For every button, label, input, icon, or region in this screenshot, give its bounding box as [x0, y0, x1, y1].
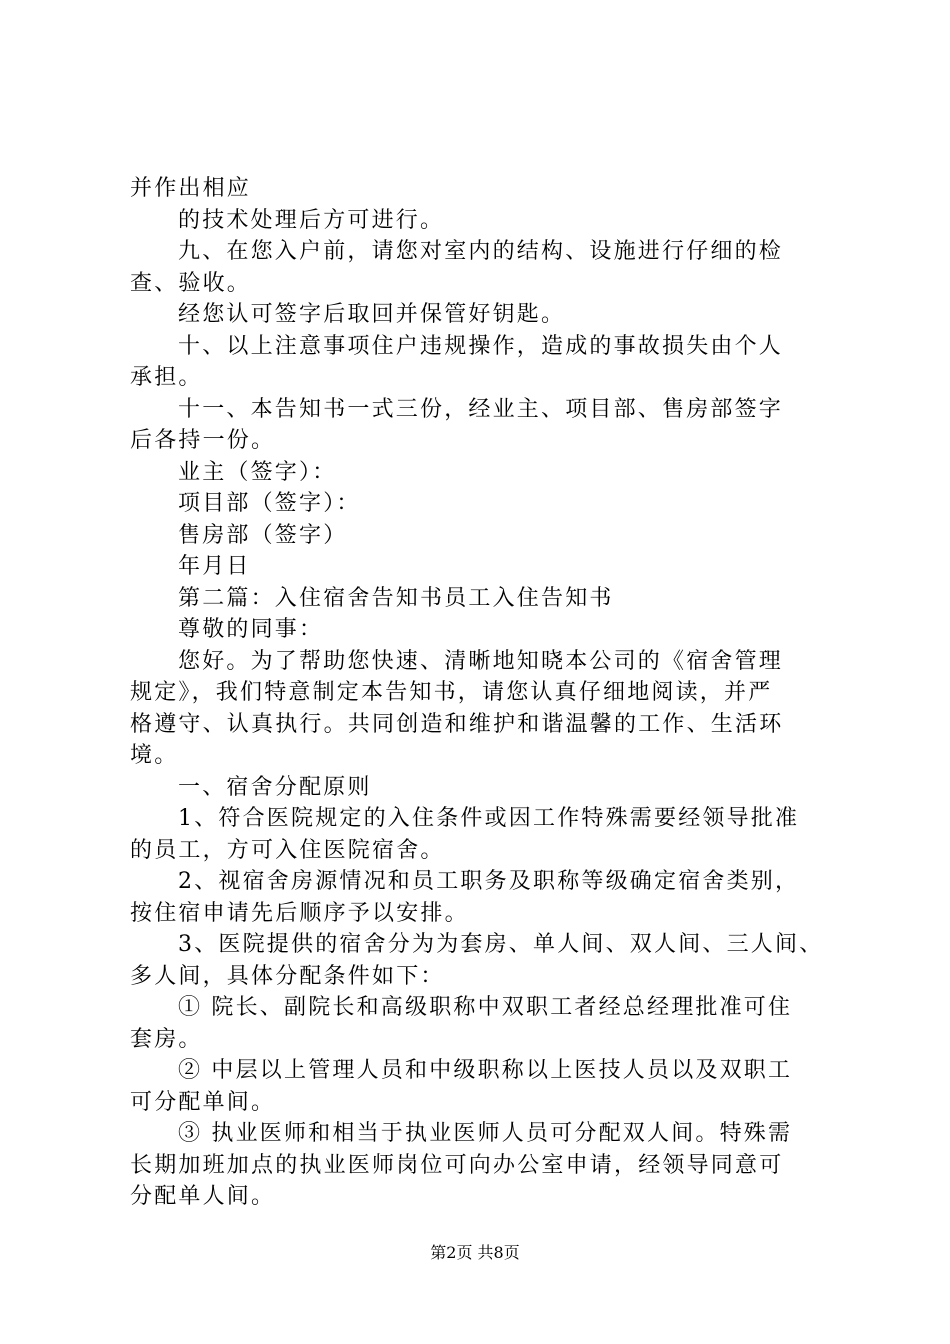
text-line: 可分配单间。: [130, 1089, 276, 1115]
text-line: 经您认可签字后取回并保管好钥匙。: [178, 302, 566, 327]
text-line: 年月日: [178, 554, 251, 579]
text-line: 多人间，具体分配条件如下：: [130, 963, 445, 989]
text-line: 套房。: [130, 1026, 203, 1052]
page-number-footer: 第2页 共8页: [430, 1243, 520, 1262]
text-line: 按住宿申请先后顺序予以安排。: [130, 900, 469, 926]
text-line: 2、视宿舍房源情况和员工职务及职称等级确定宿舍类别，: [178, 869, 800, 894]
text-line: 查、验收。: [130, 270, 252, 296]
text-line: ③ 执业医师和相当于执业医师人员可分配双人间。特殊需: [178, 1121, 793, 1146]
document-body: [130, 173, 850, 1213]
section-heading: 第二篇：入住宿舍告知书员工入住告知书: [178, 585, 614, 611]
text-line: 您好。为了帮助您快速、清晰地知晓本公司的《宿舍管理: [178, 648, 784, 674]
text-line: 规定》，我们特意制定本告知书，请您认真仔细地阅读，并严: [130, 680, 773, 705]
section-heading: 一、宿舍分配原则: [178, 774, 372, 800]
text-line: 1、符合医院规定的入住条件或因工作特殊需要经领导批准: [178, 806, 800, 831]
text-line: 的技术处理后方可进行。: [178, 207, 445, 233]
text-line: 的员工，方可入住医院宿舍。: [130, 837, 445, 863]
text-line: 承担。: [130, 365, 203, 390]
text-line: 长期加班加点的执业医师岗位可向办公室申请，经领导同意可: [130, 1152, 784, 1178]
text-line: 业主（签字）：: [178, 459, 337, 485]
text-line: 十、以上注意事项住户违规操作，造成的事故损失由个人: [178, 333, 784, 359]
text-line: 境。: [130, 743, 179, 768]
text-line: 十一、本告知书一式三份，经业主、项目部、售房部签字: [178, 396, 784, 422]
text-line: 分配单人间。: [130, 1184, 276, 1209]
text-line: ① 院长、副院长和高级职称中双职工者经总经理批准可住: [178, 995, 793, 1020]
text-line: 尊敬的同事：: [178, 617, 324, 642]
text-line: 格遵守、认真执行。共同创造和维护和谐温馨的工作、生活环: [130, 711, 784, 737]
text-line: ② 中层以上管理人员和中级职称以上医技人员以及双职工: [178, 1058, 793, 1083]
text-line: 后各持一份。: [130, 428, 276, 453]
text-line: 九、在您入户前，请您对室内的结构、设施进行仔细的检: [178, 239, 784, 264]
text-line: 并作出相应: [130, 176, 252, 201]
text-line: 3、医院提供的宿舍分为为套房、单人间、双人间、三人间、: [178, 932, 824, 957]
text-line: 售房部（签字）: [178, 522, 348, 548]
text-line: 项目部（签字）：: [178, 491, 361, 516]
